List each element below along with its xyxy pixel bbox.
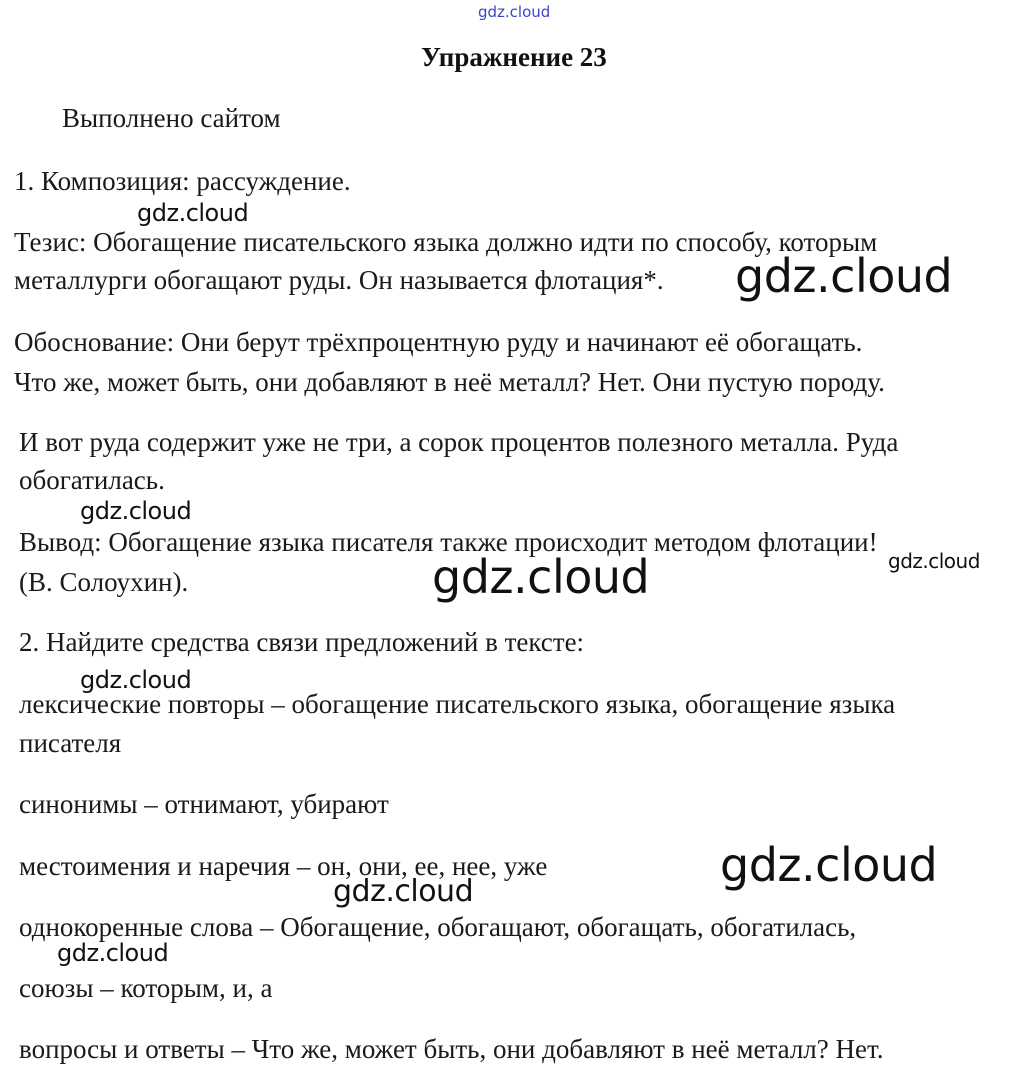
watermark: gdz.cloud — [80, 497, 192, 525]
text-line: металлурги обогащают руды. Он называется флотация*. — [14, 265, 664, 295]
text-line: 2. Найдите средства связи предложений в тексте: — [19, 627, 585, 657]
watermark: gdz.cloud — [720, 838, 938, 892]
text-line: писателя — [19, 728, 122, 758]
watermark: gdz.cloud — [137, 199, 249, 227]
watermark: gdz.cloud — [333, 874, 474, 909]
page-title: Упражнение 23 — [421, 42, 607, 72]
text-line: однокоренные слова – Обогащение, обогащают, обогащать, обогатилась, — [19, 912, 857, 942]
watermark: gdz.cloud — [80, 666, 192, 694]
subtitle: Выполнено сайтом — [62, 103, 281, 133]
text-line: местоимения и наречия – он, они, ее, нее, уже — [19, 851, 548, 881]
text-line: синонимы – отнимают, убирают — [19, 789, 389, 819]
text-line: 1. Композиция: рассуждение. — [14, 166, 351, 196]
text-line: Тезис: Обогащение писательского языка должно идти по способу, которым — [14, 227, 878, 257]
text-line: И вот руда содержит уже не три, а сорок процентов полезного металла. Руда — [19, 427, 899, 457]
text-line: вопросы и ответы – Что же, может быть, они добавляют в неё металл? Нет. — [19, 1034, 884, 1064]
watermark-top: gdz.cloud — [478, 3, 551, 21]
text-line: обогатилась. — [19, 465, 165, 495]
watermark: gdz.cloud — [735, 249, 953, 303]
watermark: gdz.cloud — [432, 550, 650, 604]
text-line: (В. Солоухин). — [19, 567, 189, 597]
text-line: Что же, может быть, они добавляют в неё металл? Нет. Они пустую породу. — [14, 367, 885, 397]
text-line: союзы – которым, и, а — [19, 973, 273, 1003]
text-line: Обоснование: Они берут трёхпроцентную руду и начинают её обогащать. — [14, 327, 863, 357]
text-line: лексические повторы – обогащение писательского языка, обогащение языка — [19, 689, 896, 719]
watermark: gdz.cloud — [57, 939, 169, 967]
watermark: gdz.cloud — [888, 549, 980, 573]
text-line: Вывод: Обогащение языка писателя также происходит методом флотации! — [19, 527, 878, 557]
